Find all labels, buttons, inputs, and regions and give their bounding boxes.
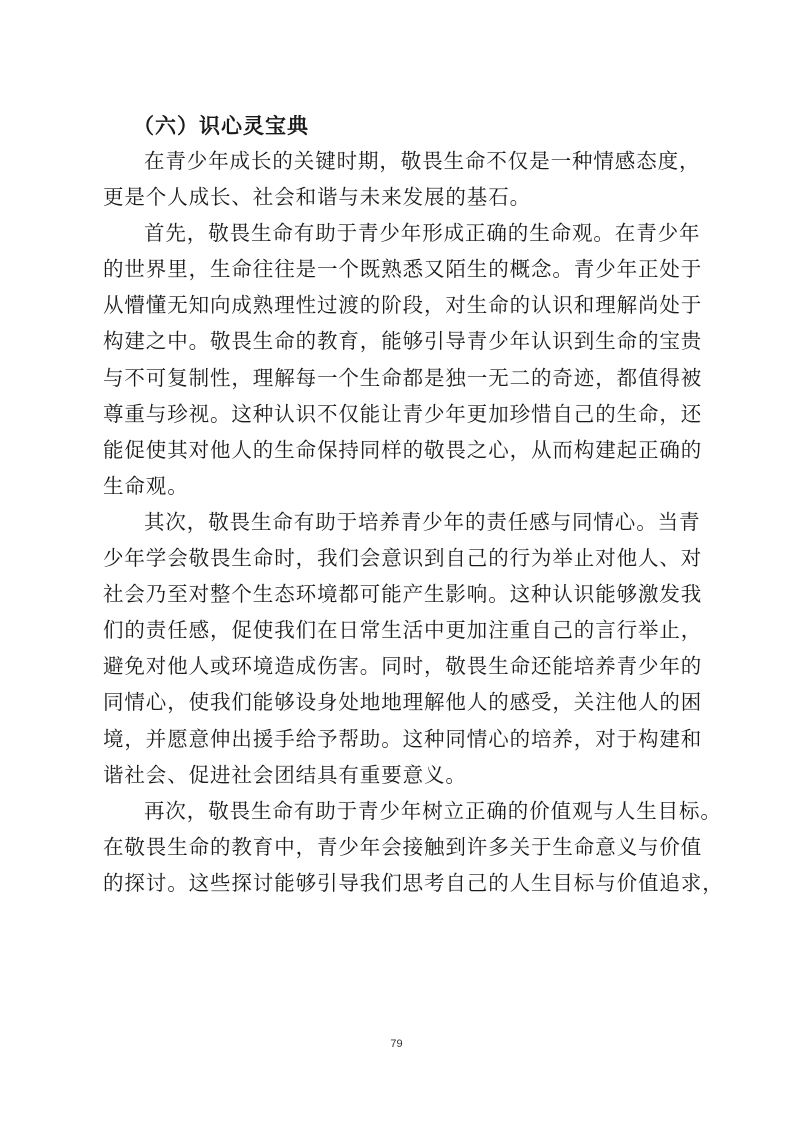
paragraph-3-line: 谐社会、促进社会团结具有重要意义。 <box>103 762 467 787</box>
paragraph-2-line: 的世界里，生命往往是一个既熟悉又陌生的概念。青少年正处于 <box>103 257 703 282</box>
paragraph-3-line: 其次，敬畏生命有助于培养青少年的责任感与同情心。当青 <box>144 509 701 534</box>
paragraph-3-line: 少年学会敬畏生命时，我们会意识到自己的行为举止对他人、对 <box>103 546 703 571</box>
section-heading: （六）识心灵宝典 <box>133 114 309 138</box>
paragraph-3-line: 们的责任感，促使我们在日常生活中更加注重自己的言行举止， <box>103 618 703 643</box>
paragraph-3-line: 社会乃至对整个生态环境都可能产生影响。这种认识能够激发我 <box>103 582 703 607</box>
page-number: 79 <box>390 1038 403 1050</box>
paragraph-2-line: 构建之中。敬畏生命的教育，能够引导青少年认识到生命的宝贵 <box>103 329 703 354</box>
paragraph-3-line: 同情心，使我们能够设身处地地理解他人的感受，关注他人的困 <box>103 690 703 715</box>
paragraph-2-line: 能促使其对他人的生命保持同样的敬畏之心，从而构建起正确的 <box>103 437 703 462</box>
paragraph-2-line: 尊重与珍视。这种认识不仅能让青少年更加珍惜自己的生命，还 <box>103 401 703 426</box>
paragraph-2-line: 生命观。 <box>103 473 189 498</box>
paragraph-2-line: 从懵懂无知向成熟理性过渡的阶段，对生命的认识和理解尚处于 <box>103 293 703 318</box>
paragraph-4-line: 再次，敬畏生命有助于青少年树立正确的价值观与人生目标。 <box>144 798 722 823</box>
paragraph-2-line: 首先，敬畏生命有助于青少年形成正确的生命观。在青少年 <box>144 221 701 246</box>
paragraph-3-line: 避免对他人或环境造成伤害。同时，敬畏生命还能培养青少年的 <box>103 654 703 679</box>
paragraph-4-line: 在敬畏生命的教育中，青少年会接触到许多关于生命意义与价值 <box>103 834 703 859</box>
paragraph-3-line: 境，并愿意伸出援手给予帮助。这种同情心的培养，对于构建和 <box>103 726 703 751</box>
paragraph-1-line: 在青少年成长的关键时期，敬畏生命不仅是一种情感态度， <box>144 149 701 173</box>
paragraph-4-line: 的探讨。这些探讨能够引导我们思考自己的人生目标与价值追求， <box>103 870 724 895</box>
body-text <box>103 143 724 901</box>
paragraph-2-line: 与不可复制性，理解每一个生命都是独一无二的奇迹，都值得被 <box>103 365 703 390</box>
paragraph-1-line: 更是个人成长、社会和谐与未来发展的基石。 <box>103 185 531 210</box>
